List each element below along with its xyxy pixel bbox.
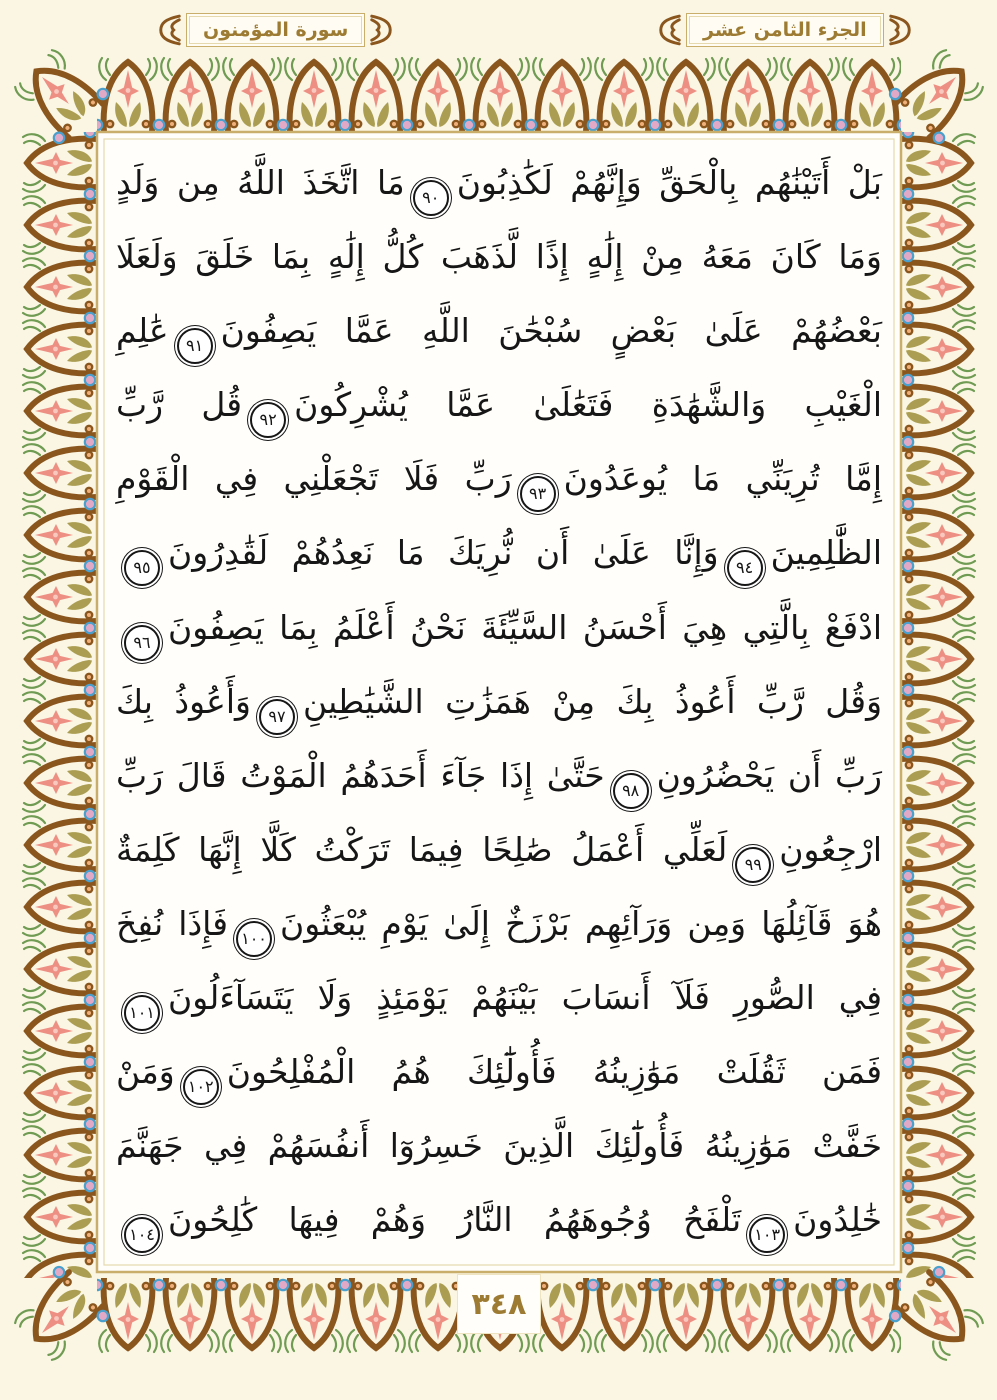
verse-text: فَمَن ثَقُلَتْ مَوَٰزِينُهُ فَأُولَٰٓئِكَ هُمُ الْمُفْلِحُونَ [226,1052,882,1092]
cartouche-bracket-icon [369,13,393,47]
verse-text: وَقُل رَّبِّ أَعُوذُ بِكَ مِنْ هَمَزَٰتِ الشَّيَٰطِينِ [302,681,883,721]
quran-line [116,1183,882,1257]
ayah-marker: ٩٧ [259,699,295,735]
quran-line [116,887,882,961]
verse-text: رَبِّ فَلَا تَجْعَلْنِي فِي الْقَوْمِ [116,459,512,499]
quran-line [116,220,882,294]
page-number-box [457,1274,541,1334]
verse-text: مَا اتَّخَذَ اللَّهُ مِن وَلَدٍ [116,163,405,202]
quran-line [116,442,882,516]
ayah-marker: ١٠٢ [183,1069,219,1105]
ayah-marker: ١٠١ [124,995,160,1031]
verse-text: إِمَّا تُرِيَنِّي مَا يُوعَدُونَ [563,459,882,499]
quran-line [116,1035,882,1109]
quran-line [116,516,882,590]
verse-text: لَعَلِّي أَعْمَلُ صَٰلِحًا فِيمَا تَرَكْتُ كَلَّا إِنَّهَا كَلِمَةٌ [116,829,728,869]
quran-line [116,368,882,442]
ayah-marker: ١٠٠ [236,921,272,957]
ayah-marker: ٩١ [177,328,213,364]
surah-title: سورة المؤمنون [203,19,349,41]
ayah-marker: ١٠٣ [749,1217,785,1253]
cartouche-bracket-icon [658,13,682,47]
ayah-marker: ٩٨ [613,773,649,809]
verse-text: حَتَّىٰ إِذَا جَآءَ أَحَدَهُمُ الْمَوْتُ قَالَ رَبِّ [116,755,605,795]
ayah-marker: ٩٢ [250,402,286,438]
ayah-marker: ٩٥ [124,550,160,586]
verse-text: فِي الصُّورِ فَلَآ أَنسَابَ بَيْنَهُمْ يَوْمَئِذٍ وَلَا يَتَسَآءَلُونَ [168,978,882,1018]
verse-text: تَلْفَحُ وُجُوهَهُمُ النَّارُ وَهُمْ فِيهَا كَٰلِحُونَ [168,1200,742,1240]
ayah-marker: ٩٦ [124,625,160,661]
verse-text: رَبِّ أَن يَحْضُرُونِ [656,755,882,795]
cartouche-bracket-icon [158,13,182,47]
juz-title: الجزء الثامن عشر [703,19,867,41]
verse-text: بَلْ أَتَيْنَٰهُم بِالْحَقِّ وَإِنَّهُمْ لَكَٰذِبُونَ [456,163,882,202]
verse-text: قُل رَّبِّ [116,385,243,425]
verse-text: هُوَ قَآئِلُهَا وَمِن وَرَآئِهِم بَرْزَخٌ إِلَىٰ يَوْمِ يُبْعَثُونَ [280,903,882,943]
quran-line [116,591,882,665]
juz-title-box [686,13,884,47]
verse-text: خَٰلِدُونَ [793,1200,882,1240]
ayah-marker: ٩٩ [735,847,771,883]
quran-line [116,961,882,1035]
quran-line [116,739,882,813]
surah-cartouche [158,10,393,50]
quran-line [116,665,882,739]
verse-text: ادْفَعْ بِالَّتِي هِيَ أَحْسَنُ السَّيِّئَةَ نَحْنُ أَعْلَمُ بِمَا يَصِفُونَ [168,607,882,647]
ayah-marker: ٩٠ [413,180,449,216]
verse-text: وَمَا كَانَ مَعَهُ مِنْ إِلَٰهٍ إِذًا لَّذَهَبَ كُلُّ إِلَٰهٍ بِمَا خَلَقَ وَلَعَلَا [116,237,882,277]
quran-text [116,146,882,1258]
cartouche-bracket-icon [888,13,912,47]
page-number: ٣٤٨ [471,1286,527,1322]
verse-text: وَمَنْ [116,1052,175,1092]
ayah-marker: ٩٤ [727,550,763,586]
quran-line [116,1109,882,1183]
verse-text: بَعْضُهُمْ عَلَىٰ بَعْضٍ سُبْحَٰنَ اللَّهِ عَمَّا يَصِفُونَ [220,311,882,351]
verse-text: الظَّٰلِمِينَ [770,533,882,573]
verse-text: وَإِنَّا عَلَىٰ أَن نُّرِيَكَ مَا نَعِدُهُمْ لَقَٰدِرُونَ [168,533,719,573]
verse-text: عَٰلِمِ [116,311,169,351]
verse-text: وَأَعُوذُ بِكَ [116,681,251,721]
verse-text: الْغَيْبِ وَالشَّهَٰدَةِ فَتَعَٰلَىٰ عَمَّا يُشْرِكُونَ [294,385,882,425]
verse-text: خَفَّتْ مَوَٰزِينُهُ فَأُولَٰٓئِكَ الَّذِينَ خَسِرُوٓا أَنفُسَهُمْ فِي جَهَنَّمَ [116,1126,882,1166]
ayah-marker: ١٠٤ [124,1217,160,1253]
surah-title-box [186,13,365,47]
quran-line [116,146,882,220]
verse-text: فَإِذَا نُفِخَ [116,903,228,943]
quran-line [116,294,882,368]
juz-cartouche [658,10,912,50]
quran-line [116,813,882,887]
ayah-marker: ٩٣ [520,476,556,512]
verse-text: ارْجِعُونِ [779,829,882,869]
